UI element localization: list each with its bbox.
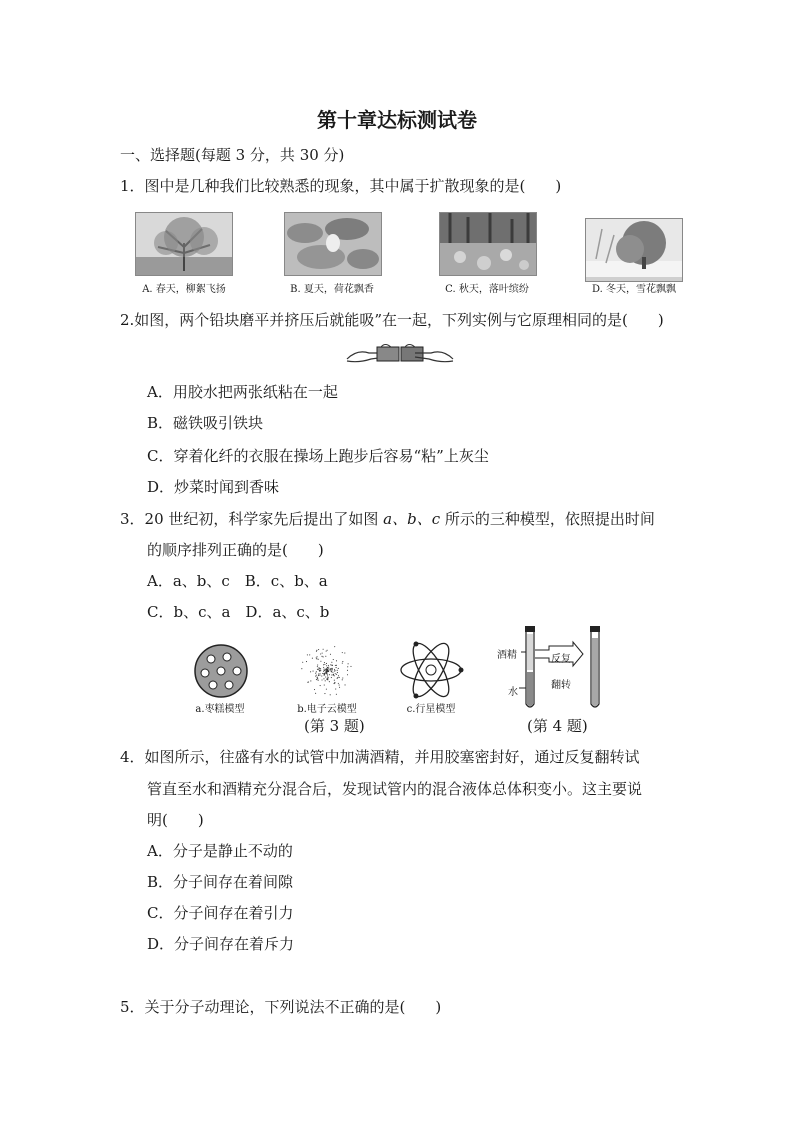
- q4-test-tube-figure: [497, 622, 617, 718]
- q2-option-c: C．穿着化纤的衣服在操场上跑步后容易“粘”上灰尘: [147, 447, 489, 465]
- q4-arrow-label-bottom: 翻转: [551, 680, 571, 691]
- q3-line1-post: 所示的三种模型，依照提出时间: [440, 510, 655, 528]
- q1-caption-a: A. 春天，柳絮飞扬: [142, 284, 226, 295]
- question-1-text: 1．图中是几种我们比较熟悉的现象，其中属于扩散现象的是( ): [120, 177, 562, 195]
- q3-line1-pre: 3．20 世纪初，科学家先后提出了如图: [120, 510, 384, 528]
- q3-plum-pudding-model: [193, 643, 249, 703]
- q4-option-c: C．分子间存在着引力: [147, 904, 294, 922]
- question-3-line-2: 的顺序排列正确的是( ): [147, 541, 324, 559]
- question-4-line-1: 4．如图所示，往盛有水的试管中加满酒精，并用胶塞密封好，通过反复翻转试: [120, 748, 640, 766]
- q1-caption-c: C. 秋天，落叶缤纷: [445, 284, 529, 295]
- page-title: 第十章达标测试卷: [317, 108, 477, 132]
- q1-photo-snow: [585, 218, 683, 282]
- q2-option-a: A．用胶水把两张纸粘在一起: [147, 383, 338, 401]
- q3-line1-vars: a、b、c: [383, 510, 441, 528]
- q4-label-alcohol: 酒精: [497, 650, 517, 661]
- q3-options-row-1: A．a、b、c B．c、b、a: [147, 572, 328, 590]
- q3-caption-b: b.电子云模型: [297, 704, 357, 715]
- q3-caption-a: a.枣糕模型: [195, 704, 245, 715]
- q3-planetary-model: [398, 638, 464, 706]
- q4-arrow-label-top: 反复: [551, 654, 571, 665]
- q1-caption-b: B. 夏天，荷花飘香: [290, 284, 374, 295]
- q4-option-a: A．分子是静止不动的: [147, 842, 293, 860]
- q2-lead-blocks-figure: [345, 337, 455, 371]
- q1-photo-leaves: [439, 212, 537, 276]
- q2-option-b: B．磁铁吸引铁块: [147, 414, 264, 432]
- q4-option-b: B．分子间存在着间隙: [147, 873, 294, 891]
- q2-option-d: D．炒菜时闻到香味: [147, 478, 280, 496]
- question-4-line-3: 明( ): [147, 811, 204, 829]
- q4-option-d: D．分子间存在着斥力: [147, 935, 295, 953]
- q1-photo-lotus: [284, 212, 382, 276]
- question-5-text: 5．关于分子动理论，下列说法不正确的是( ): [120, 998, 442, 1016]
- question-2-text: 2.如图，两个铅块磨平并挤压后就能吸”在一起，下列实例与它原理相同的是( ): [120, 311, 664, 329]
- q3-options-row-2: C．b、c、a D．a、c、b: [147, 603, 330, 621]
- section-heading: 一、选择题(每题 3 分，共 30 分): [120, 146, 345, 164]
- q1-photo-willow: [135, 212, 233, 276]
- q3-electron-cloud-model: [297, 641, 357, 705]
- q1-caption-d: D. 冬天，雪花飘飘: [591, 284, 677, 295]
- question-4-line-2: 管直至水和酒精充分混合后，发现试管内的混合液体总体积变小。这主要说: [147, 780, 643, 798]
- figure-3-label: (第 3 题): [304, 717, 365, 735]
- figure-4-label: (第 4 题): [527, 717, 588, 735]
- question-3-line-1: [120, 509, 655, 529]
- q4-label-water: 水: [508, 687, 518, 698]
- q3-caption-c: c.行星模型: [406, 704, 456, 715]
